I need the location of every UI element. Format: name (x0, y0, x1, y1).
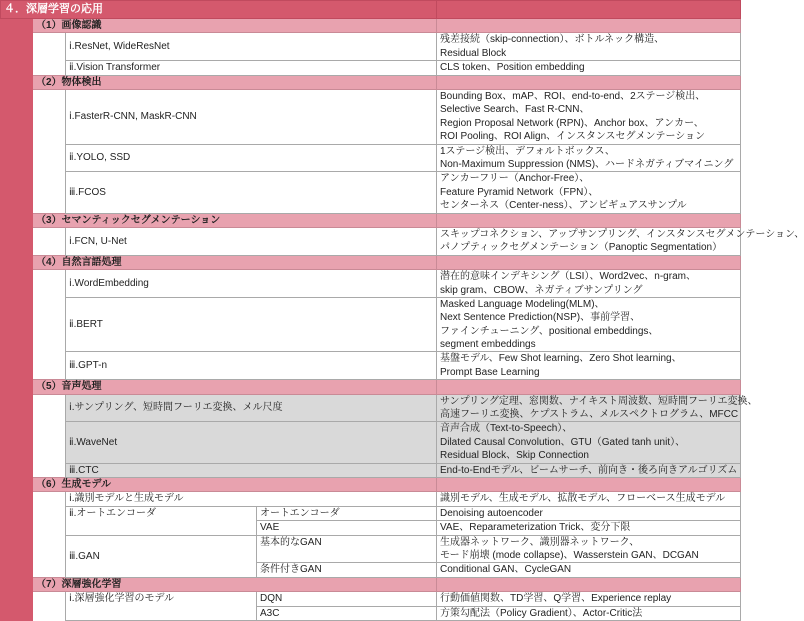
chapter-margin (1, 227, 33, 255)
chapter-margin (1, 297, 33, 352)
indent-cell (33, 463, 66, 477)
keyword-line: モード崩壊 (mode collapse)、Wasserstein GAN、DCGAN (440, 550, 699, 562)
keywords-cell (437, 144, 741, 172)
keyword-line: segment embeddings (440, 339, 536, 351)
keywords-cell (437, 563, 741, 577)
chapter-margin (1, 563, 33, 577)
keywords-cell (437, 492, 741, 506)
keyword-line: 行動価値関数、TD学習、Q学習、Experience replay (440, 593, 672, 605)
keyword-line: ファインチューニング、positional embeddings、 (440, 325, 659, 337)
item-label: ⅲ.CTC (66, 463, 437, 477)
indent-cell (33, 521, 66, 535)
indent-cell (33, 606, 66, 620)
section-right (437, 380, 741, 394)
indent-cell (33, 352, 66, 380)
keyword-line: Non-Maximum Suppression (NMS)、ハードネガティブマイニング (440, 158, 734, 170)
chapter-margin (1, 463, 33, 477)
item-label: ⅰ.深層強化学習のモデル (66, 592, 257, 621)
keyword-line: 1ステージ検出、デフォルトボックス、 (440, 145, 615, 157)
section-row (1, 380, 741, 394)
sub-item-label: 条件付きGAN (257, 563, 437, 577)
keyword-line: 高速フーリエ変換、ケプストラム、メルスペクトログラム、MFCC (440, 409, 739, 421)
chapter-header-row (1, 1, 741, 19)
item-label: ⅰ.WordEmbedding (66, 270, 437, 298)
item-row (1, 172, 741, 213)
indent-cell (33, 172, 66, 213)
item-label: ⅱ.オートエンコーダ (66, 506, 257, 535)
keyword-line: Masked Language Modeling(MLM)、 (440, 298, 605, 310)
keyword-line: Selective Search、Fast R-CNN、 (440, 104, 590, 116)
section-right (437, 478, 741, 492)
chapter-margin (1, 144, 33, 172)
keyword-line: Dilated Causal Convolution、GTU（Gated tanh unit）、 (440, 436, 686, 448)
keywords-cell (437, 606, 741, 620)
chapter-margin (1, 213, 33, 227)
keywords-cell (437, 61, 741, 75)
sub-item-label: オートエンコーダ (257, 506, 437, 520)
item-label: ⅰ.サンプリング、短時間フーリエ変換、メル尺度 (66, 394, 437, 422)
section-row (1, 213, 741, 227)
keywords-cell (437, 463, 741, 477)
section-title: （7）深層強化学習 (33, 577, 437, 591)
indent-cell (33, 506, 66, 520)
section-right (437, 577, 741, 591)
chapter-margin (1, 33, 33, 61)
keyword-line: スキップコネクション、アップサンプリング、インスタンスセグメンテーション、 (440, 228, 804, 240)
section-row (1, 577, 741, 591)
item-row (1, 535, 741, 563)
indent-cell (33, 61, 66, 75)
chapter-margin (1, 521, 33, 535)
keyword-line: センターネス（Center-ness）、アンビギュアスサンプル (440, 200, 687, 212)
item-row (1, 61, 741, 75)
section-title: （6）生成モデル (33, 478, 437, 492)
keywords-cell (437, 422, 741, 463)
item-row (1, 297, 741, 352)
keyword-line: Prompt Base Learning (440, 366, 540, 378)
indent-cell (33, 33, 66, 61)
section-title: （1）画像認識 (33, 19, 437, 33)
chapter-margin (1, 90, 33, 145)
item-row (1, 90, 741, 145)
section-title: （5）音声処理 (33, 380, 437, 394)
section-title: （4）自然言語処理 (33, 255, 437, 269)
section-row (1, 19, 741, 33)
item-label: ⅱ.BERT (66, 297, 437, 352)
keyword-line: Denoising autoencoder (440, 507, 543, 519)
keyword-line: Residual Block、Skip Connection (440, 450, 589, 462)
chapter-margin (1, 422, 33, 463)
keywords-cell (437, 394, 758, 422)
section-title: （3）セマンティックセグメンテーション (33, 213, 437, 227)
chapter-margin (1, 592, 33, 606)
keywords-cell (437, 592, 741, 606)
keyword-line: VAE、Reparameterization Trick、変分下限 (440, 522, 631, 534)
chapter-margin (1, 606, 33, 620)
item-row (1, 270, 741, 298)
item-label: ⅱ.Vision Transformer (66, 61, 437, 75)
keywords-cell (437, 172, 741, 213)
item-label: ⅲ.GAN (66, 535, 257, 577)
chapter-margin (1, 270, 33, 298)
item-row (1, 394, 741, 422)
item-row (1, 492, 741, 506)
section-row (1, 255, 741, 269)
indent-cell (33, 492, 66, 506)
item-row (1, 144, 741, 172)
keyword-line: 方策勾配法（Policy Gradient）、Actor-Critic法 (440, 607, 643, 619)
sub-item-label: VAE (257, 521, 437, 535)
chapter-margin (1, 172, 33, 213)
keyword-line: アンカーフリー（Anchor-Free）、 (440, 173, 590, 185)
item-row (1, 352, 741, 380)
indent-cell (33, 592, 66, 606)
item-row (1, 422, 741, 463)
keywords-cell (437, 270, 741, 298)
chapter-header-right (437, 1, 741, 19)
keywords-cell (437, 535, 741, 563)
sub-item-label: 基本的なGAN (257, 535, 437, 563)
keyword-line: 残差接続（skip-connection）、ボトルネック構造、 (440, 34, 665, 46)
keywords-cell (437, 352, 741, 380)
indent-cell (33, 227, 66, 255)
chapter-margin (1, 535, 33, 563)
item-row (1, 506, 741, 520)
keyword-line: CLS token、Position embedding (440, 62, 585, 74)
chapter-margin (1, 19, 33, 33)
keyword-line: Bounding Box、mAP、ROI、end-to-end、2ステージ検出、 (440, 91, 706, 102)
item-row (1, 592, 741, 606)
item-label: ⅰ.識別モデルと生成モデル (66, 492, 437, 506)
keyword-line: サンプリング定理、窓関数、ナイキスト周波数、短時間フーリエ変換、 (440, 395, 758, 407)
item-label: ⅰ.ResNet, WideResNet (66, 33, 437, 61)
chapter-margin (1, 255, 33, 269)
section-row (1, 478, 741, 492)
indent-cell (33, 535, 66, 563)
sub-item-label: DQN (257, 592, 437, 606)
chapter-margin (1, 380, 33, 394)
indent-cell (33, 422, 66, 463)
item-label: ⅲ.GPT-n (66, 352, 437, 380)
chapter-margin (1, 394, 33, 422)
item-row (1, 33, 741, 61)
keyword-line: 音声合成（Text-to-Speech）、 (440, 423, 573, 435)
keyword-line: Next Sentence Prediction(NSP)、事前学習、 (440, 312, 641, 324)
section-title: （2）物体検出 (33, 75, 437, 89)
indent-cell (33, 394, 66, 422)
section-right (437, 213, 741, 227)
chapter-margin (1, 506, 33, 520)
keywords-cell (437, 521, 741, 535)
chapter-margin (1, 61, 33, 75)
keyword-line: 生成器ネットワーク、識別器ネットワーク、 (440, 536, 640, 548)
keyword-line: Region Proposal Network (RPN)、Anchor box、アンカー、 (440, 117, 704, 129)
chapter-margin (1, 75, 33, 89)
keywords-cell (437, 227, 804, 255)
keyword-line: Conditional GAN、CycleGAN (440, 564, 572, 576)
item-row (1, 463, 741, 477)
keyword-line: Feature Pyramid Network（FPN）、 (440, 186, 599, 198)
item-label: ⅰ.FasterR-CNN, MaskR-CNN (66, 90, 437, 145)
keyword-line: skip gram、CBOW、ネガティブサンプリング (440, 284, 643, 296)
item-label: ⅲ.FCOS (66, 172, 437, 213)
indent-cell (33, 563, 66, 577)
keyword-line: 潜在的意味インデキシング（LSI）、Word2vec、n-gram、 (440, 271, 696, 283)
indent-cell (33, 144, 66, 172)
item-label: ⅰ.FCN, U-Net (66, 227, 437, 255)
chapter-margin (1, 478, 33, 492)
indent-cell (33, 90, 66, 145)
keywords-cell (437, 90, 741, 145)
chapter-margin (1, 352, 33, 380)
keyword-line: 基盤モデル、Few Shot learning、Zero Shot learning、 (440, 353, 682, 365)
keyword-line: ROI Pooling、ROI Align、インスタンスセグメンテーション (440, 131, 706, 143)
keyword-line: Residual Block (440, 47, 507, 59)
keywords-cell (437, 33, 741, 61)
item-row (1, 227, 741, 255)
keywords-cell (437, 297, 741, 352)
keyword-line: パノプティックセグメンテーション（Panoptic Segmentation） (440, 242, 723, 254)
item-label: ⅱ.WaveNet (66, 422, 437, 463)
chapter-title: ４．深層学習の応用 (1, 1, 437, 19)
indent-cell (33, 270, 66, 298)
chapter-margin (1, 577, 33, 591)
keywords-cell (437, 506, 741, 520)
chapter-margin (1, 492, 33, 506)
section-row (1, 75, 741, 89)
section-right (437, 255, 741, 269)
sub-item-label: A3C (257, 606, 437, 620)
keyword-line: 識別モデル、生成モデル、拡散モデル、フローベース生成モデル (440, 493, 726, 505)
indent-cell (33, 297, 66, 352)
keyword-line: End-to-Endモデル、ビームサーチ、前向き・後ろ向きアルゴリズム (440, 464, 738, 476)
section-right (437, 19, 741, 33)
item-label: ⅱ.YOLO, SSD (66, 144, 437, 172)
section-right (437, 75, 741, 89)
